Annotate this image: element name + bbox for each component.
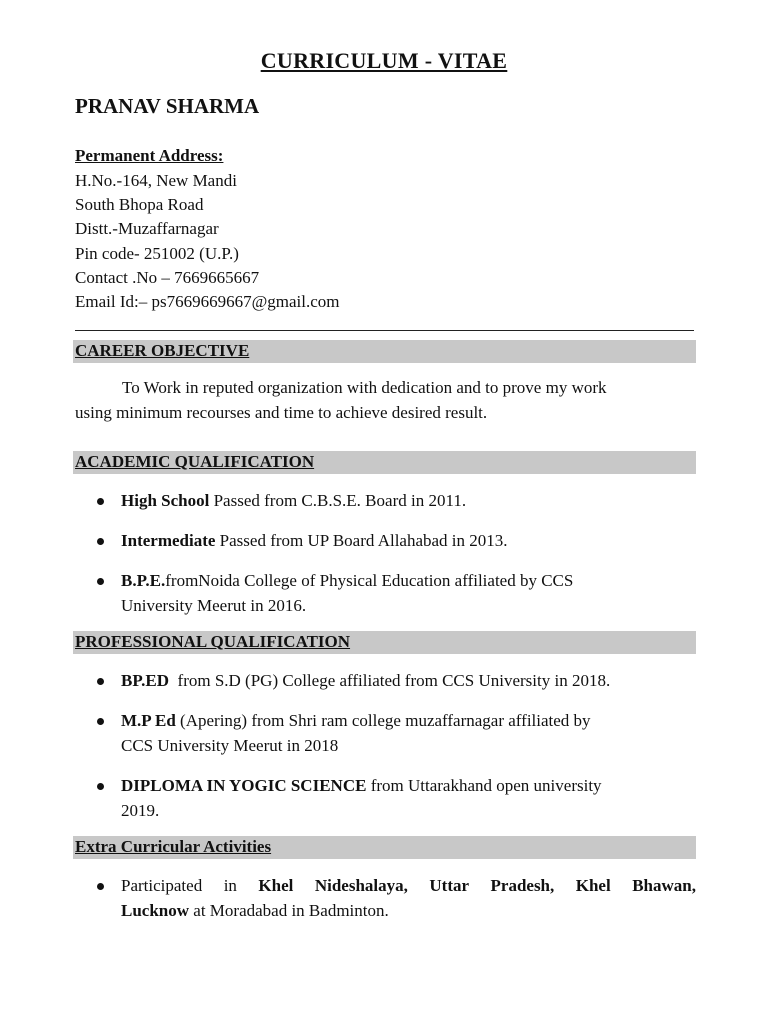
section-extra-curricular [73,836,696,859]
document-title: CURRICULUM - VITAE [260,48,508,73]
item-title: M.P Ed [121,711,176,730]
word: Uttar [429,876,470,895]
career-objective-text [75,376,695,425]
bullet-icon [97,783,104,790]
item-detail: CCS University Meerut in 2018 [121,735,339,755]
bullet-icon [97,538,104,545]
horizontal-divider [75,330,694,331]
item-detail: from S.D (PG) College affiliated from CCS University in 2018. [169,671,611,690]
address-block [75,169,340,314]
item-title: B.P.E. [121,571,166,590]
email-id: Email Id:– ps7669669667@gmail.com [75,292,340,312]
section-professional-qualification [73,631,696,654]
item-detail: University Meerut in 2016. [121,595,307,615]
objective-line: To Work in reputed organization with dedication and to prove my work [122,378,607,397]
activity-line [121,874,696,899]
section-heading: PROFESSIONAL QUALIFICATION [75,632,351,651]
bullet-icon [97,678,104,685]
address-line: South Bhopa Road [75,195,204,215]
bullet-icon [97,578,104,585]
address-heading: Permanent Address: [75,146,224,165]
item-detail: (Apering) from Shri ram college muzaffarnagar affiliated by [175,711,591,730]
word: Pradesh, [490,876,555,895]
item-title: Lucknow [121,900,190,920]
contact-number: Contact .No – 7669665667 [75,267,260,287]
section-career-objective [73,340,696,363]
section-academic-qualification [73,451,696,474]
address-line: H.No.-164, New Mandi [75,171,237,190]
address-line: Distt.-Muzaffarnagar [75,219,219,239]
item-detail: from Uttarakhand open university [366,776,602,795]
objective-line: using minimum recourses and time to achieve desired result. [75,402,488,422]
item-title: Intermediate [121,531,216,550]
item-detail: at Moradabad in Badminton. [189,900,389,920]
item-title: DIPLOMA IN YOGIC SCIENCE [121,776,367,795]
word: Khel [258,876,294,895]
candidate-name: PRANAV SHARMA [75,94,260,118]
word: Khel [575,876,611,895]
bullet-icon [97,498,104,505]
item-title: High School [121,491,210,510]
word: Nideshalaya, [314,876,408,895]
pin-code: Pin code- 251002 (U.P.) [75,243,239,263]
item-detail: 2019. [121,800,160,820]
item-detail: Passed from C.B.S.E. Board in 2011. [209,491,467,510]
bullet-icon [97,883,104,890]
word: Participated [121,876,203,895]
item-title: BP.ED [121,671,170,690]
item-detail: Passed from UP Board Allahabad in 2013. [215,531,508,550]
bullet-icon [97,718,104,725]
item-detail: fromNoida College of Physical Education affiliated by CCS [165,571,574,590]
section-heading: CAREER OBJECTIVE [75,341,250,360]
section-heading: Extra Curricular Activities [75,837,272,856]
word: in [223,876,237,895]
section-heading: ACADEMIC QUALIFICATION [75,452,315,471]
word: Bhawan, [632,876,696,895]
